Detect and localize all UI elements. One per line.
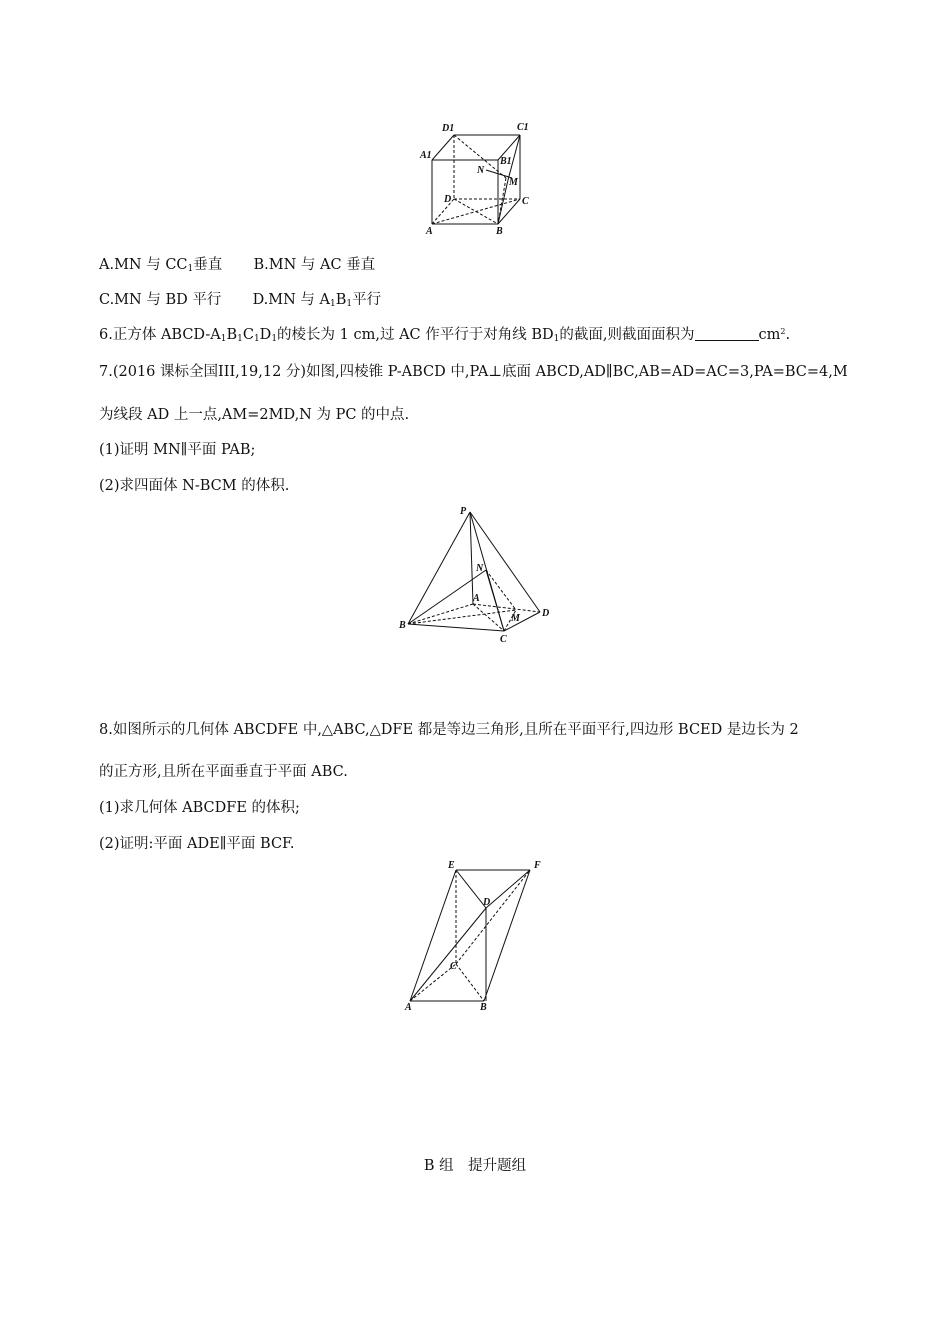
question-8-line2: 的正方形,且所在平面垂直于平面 ABC.	[99, 764, 348, 780]
label-C: C	[450, 961, 457, 972]
q5-options-row1	[99, 255, 375, 275]
prism-figure	[400, 856, 550, 1012]
label-N: N	[476, 563, 484, 574]
label-B: B	[480, 1002, 487, 1012]
label-F: F	[534, 860, 541, 871]
cube-diagram	[418, 118, 538, 236]
q5-options-row2	[99, 290, 381, 310]
question-8-part1: (1)求几何体 ABCDFE 的体积;	[99, 800, 300, 816]
label-D: D	[444, 194, 452, 205]
label-A: A	[473, 593, 480, 604]
label-B: B	[399, 620, 406, 631]
option-d: D.MN 与 $A_1B_1$平行	[252, 292, 382, 309]
prism-diagram	[400, 856, 550, 1012]
option-c: C.MN 与 BD 平行	[99, 292, 222, 308]
label-B: B	[496, 226, 503, 236]
question-8-line1: 8.如图所示的几何体 ABCDFE 中,△ABC,△DFE 都是等边三角形,且所在平面平行,四边形 BCED 是边长为 2	[99, 722, 799, 738]
option-a: A.MN 与 $CC_1$垂直	[99, 257, 223, 274]
label-N: N	[477, 165, 485, 176]
question-7-line2: 为线段 AD 上一点,AM=2MD,N 为 PC 的中点.	[99, 407, 410, 423]
label-B1: B1	[500, 156, 512, 167]
label-M: M	[511, 613, 520, 624]
pyramid-figure	[396, 500, 556, 645]
label-C1: C1	[517, 122, 529, 133]
answer-blank	[695, 326, 759, 341]
label-D: D	[483, 897, 491, 908]
question-6: 6.正方体 ABCD-$A_1B_1C_1D_1$的棱长为 1 cm,过 AC 作平行于对角线 $BD_1$的截面,则截面面积为 $cm^2$.	[99, 327, 791, 344]
label-E: E	[448, 860, 455, 871]
option-b: B.MN 与 AC 垂直	[253, 257, 376, 273]
label-D1: D1	[442, 123, 455, 134]
label-A: A	[405, 1002, 412, 1012]
label-A: A	[426, 226, 433, 236]
label-M: M	[509, 177, 518, 188]
label-C: C	[500, 634, 507, 645]
label-C: C	[522, 196, 529, 207]
question-7-line1: 7.(2016 课标全国III,19,12 分)如图,四棱锥 P-ABCD 中,PA⊥底面 ABCD,AD∥BC,AB=AD=AC=3,PA=BC=4,M	[99, 364, 848, 380]
pyramid-diagram	[396, 500, 556, 645]
question-7-part1: (1)证明 MN∥平面 PAB;	[99, 442, 256, 458]
question-7-part2: (2)求四面体 N-BCM 的体积.	[99, 478, 290, 494]
label-P: P	[460, 506, 467, 517]
label-A1: A1	[420, 150, 432, 161]
question-8-part2: (2)证明:平面 ADE∥平面 BCF.	[99, 836, 295, 852]
label-D: D	[542, 608, 550, 619]
section-title: B 组 提升题组	[423, 1158, 527, 1174]
cube-figure	[418, 118, 538, 236]
